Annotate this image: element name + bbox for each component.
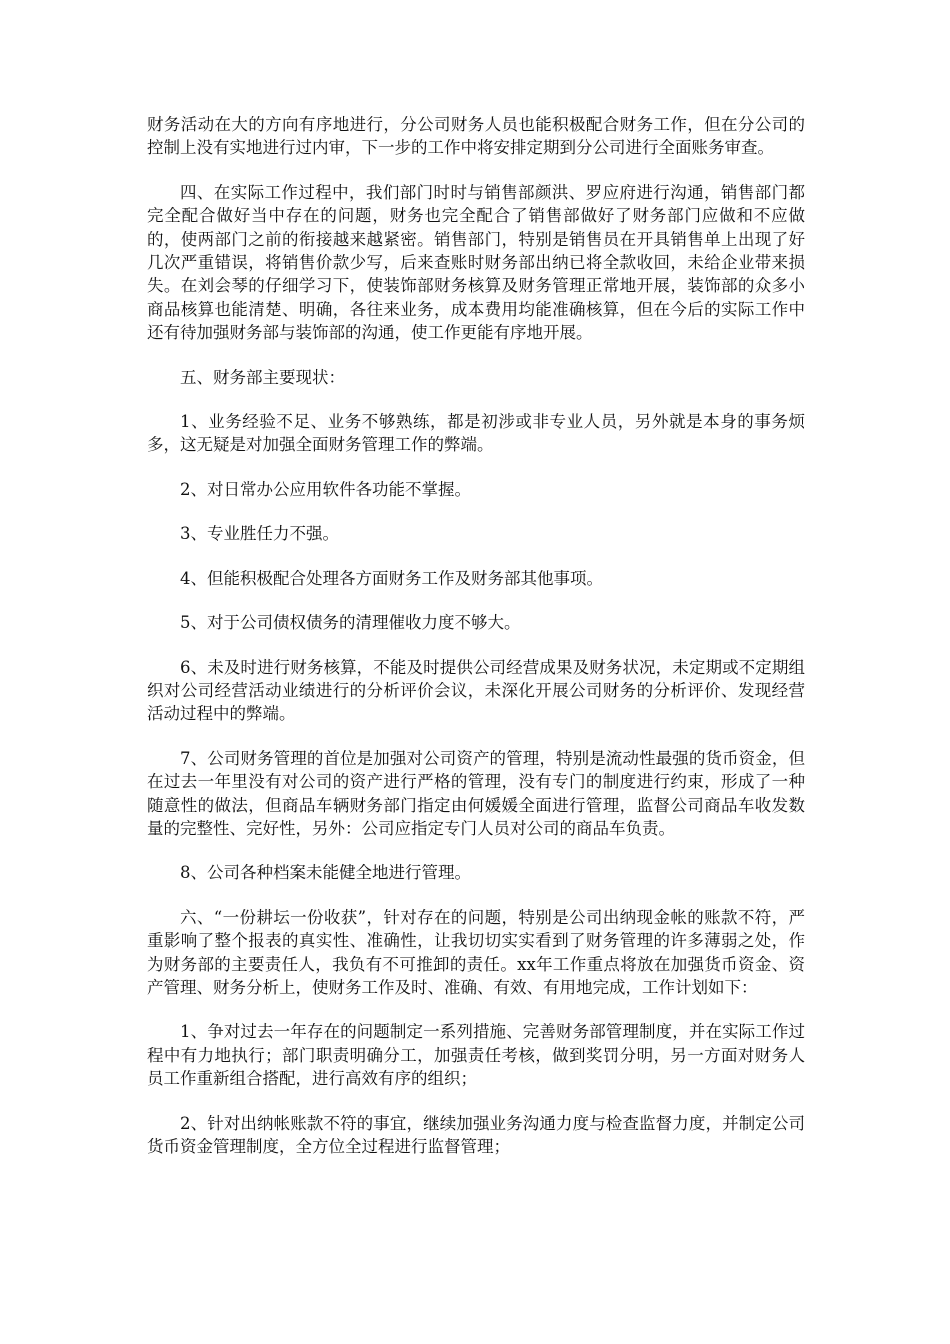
paragraph-status-3: 3、专业胜任力不强。 (180, 524, 339, 544)
paragraph-status-7: 7、公司财务管理的首位是加强对公司资产的管理，特别是流动性最强的货币资金，但在过去一年里没有对公司的资产进行严格的管理，没有专门的制度进行约束，形成了一种随意性的做法，但商品车辆财务部门指定由何媛媛全面进行管理，监督公司商品车收发数量的完整性、完好性，另外：公司应指定专门人员对公司的商品车负责。 (147, 748, 805, 838)
paragraph-branch-audit: 财务活动在大的方向有序地进行，分公司财务人员也能积极配合财务工作，但在分公司的控制上没有实地进行过内审，下一步的工作中将安排定期到分公司进行全面账务审查。 (147, 115, 805, 158)
paragraph-status-2: 2、对日常办公应用软件各功能不掌握。 (180, 479, 471, 499)
paragraph-plan-2: 2、针对出纳帐账款不符的事宜，继续加强业务沟通力度与检查监督力度，并制定公司货币资金管理制度，全方位全过程进行监督管理； (147, 1113, 805, 1156)
paragraph-status-8: 8、公司各种档案未能健全地进行管理。 (180, 863, 471, 883)
paragraph-section-six: 六、“一份耕坛一份收获”，针对存在的问题，特别是公司出纳现金帐的账款不符，严重影响了整个报表的真实性、准确性，让我切切实实看到了财务管理的许多薄弱之处，作为财务部的主要责任人，我负有不可推卸的责任。xx年工作重点将放在加强货币资金、资产管理、财务分析上，使财务工作及时、准确、有效、有用地完成，工作计划如下： (147, 907, 805, 997)
paragraph-section-five-heading: 五、财务部主要现状： (180, 367, 345, 387)
paragraph-status-1: 1、业务经验不足、业务不够熟练，都是初涉或非专业人员，另外就是本身的事务烦多，这无疑是对加强全面财务管理工作的弊端。 (147, 412, 805, 455)
paragraph-status-5: 5、对于公司债权债务的清理催收力度不够大。 (180, 613, 521, 633)
paragraph-status-4: 4、但能积极配合处理各方面财务工作及财务部其他事项。 (180, 568, 603, 588)
paragraph-section-four: 四、在实际工作过程中，我们部门时时与销售部颜洪、罗应府进行沟通，销售部门都完全配合做好当中存在的问题，财务也完全配合了销售部做好了财务部门应做和不应做的，使两部门之前的衔接越来越紧密。销售部门，特别是销售员在开具销售单上出现了好几次严重错误，将销售价款少写，后来查账时财务部出纳已将全款收回，未给企业带来损失。在刘会琴的仔细学习下，使装饰部财务核算及财务管理正常地开展，装饰部的众多小商品核算也能清楚、明确，各往来业务，成本费用均能准确核算，但在今后的实际工作中还有待加强财务部与装饰部的沟通，使工作更能有序地开展。 (147, 182, 805, 343)
document-page (147, 113, 805, 1179)
paragraph-status-6: 6、未及时进行财务核算，不能及时提供公司经营成果及财务状况，未定期或不定期组织对公司经营活动业绩进行的分析评价会议，未深化开展公司财务的分析评价、发现经营活动过程中的弊端。 (147, 657, 805, 724)
paragraph-plan-1: 1、争对过去一年存在的问题制定一系列措施、完善财务部管理制度，并在实际工作过程中有力地执行；部门职责明确分工，加强责任考核，做到奖罚分明，另一方面对财务人员工作重新组合搭配，进行高效有序的组织； (147, 1022, 805, 1089)
